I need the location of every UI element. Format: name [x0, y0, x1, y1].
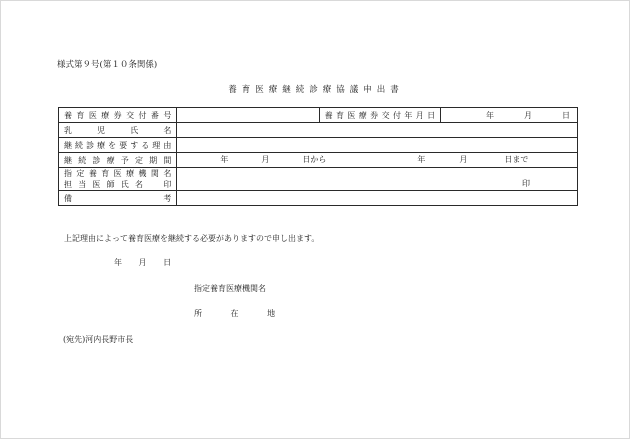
- period-from-year: 年: [220, 155, 229, 164]
- table-row: [59, 138, 578, 153]
- treatment-period-field[interactable]: [177, 153, 578, 168]
- certificate-number-field[interactable]: [177, 108, 319, 123]
- period-from-day: 日から: [302, 155, 327, 164]
- table-row: [59, 168, 578, 191]
- location-char-1: 所: [194, 309, 202, 318]
- table-row: [59, 153, 578, 168]
- addressee: (宛先)河内長野市長: [63, 335, 134, 344]
- period-to-year: 年: [417, 155, 426, 164]
- day-label: 日: [562, 110, 570, 120]
- doctor-name-label: 担当医師氏名 印: [64, 180, 172, 189]
- institution-name-label: 指定養育医療機関名: [64, 169, 172, 178]
- seal-mark: 印: [522, 179, 530, 188]
- continuation-reason-field[interactable]: [177, 138, 578, 153]
- application-date[interactable]: [114, 257, 185, 268]
- application-month: 月: [138, 258, 147, 267]
- month-label: 月: [524, 110, 532, 120]
- certificate-issue-date-field[interactable]: [441, 108, 578, 123]
- certificate-issue-date-label: 養育医療券交付年月日: [319, 108, 441, 123]
- year-label: 年: [486, 110, 494, 120]
- continuation-reason-label: 継続診療を要する理由: [59, 138, 177, 153]
- application-year: 年: [114, 258, 122, 267]
- form-number: 様式第９号(第１０条関係): [57, 60, 158, 70]
- certificate-number-label: 養育医療券交付番号: [59, 108, 177, 123]
- period-to-month: 月: [459, 155, 468, 164]
- application-statement: 上記理由によって養育医療を継続する必要がありますので申し出ます。: [64, 234, 320, 243]
- period-to-day: 日まで: [504, 155, 529, 164]
- table-row: [59, 108, 578, 123]
- infant-name-field[interactable]: [177, 123, 578, 138]
- period-from-month: 月: [261, 155, 270, 164]
- infant-name-label: 乳 児 氏 名: [59, 123, 177, 138]
- location-char-2: 在: [230, 309, 239, 318]
- table-row: [59, 191, 578, 206]
- location-char-3: 地: [267, 309, 276, 318]
- document-title: 養育医療継続診療協議申出書: [228, 85, 404, 95]
- application-form-table: [58, 107, 578, 206]
- application-day: 日: [163, 258, 172, 267]
- institution-location-label: [194, 308, 301, 319]
- remarks-label: 備 考: [59, 191, 177, 206]
- institution-doctor-label: [59, 168, 177, 191]
- remarks-field[interactable]: [177, 191, 578, 206]
- table-row: [59, 123, 578, 138]
- treatment-period-label: 継続診療予定期間: [59, 153, 177, 168]
- institution-name-signature-label: 指定養育医療機関名: [194, 284, 266, 293]
- institution-doctor-field[interactable]: [177, 168, 578, 191]
